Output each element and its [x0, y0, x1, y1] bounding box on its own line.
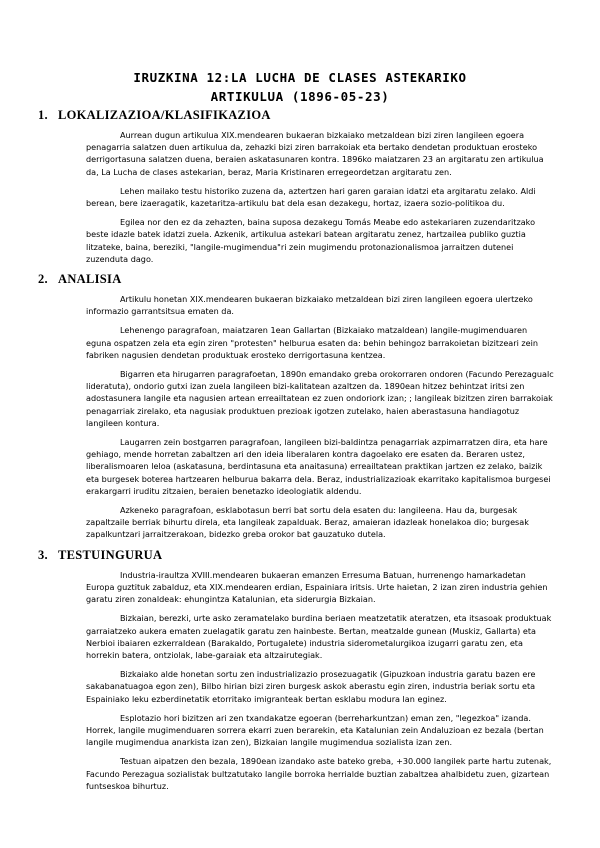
paragraph: Artikulu honetan XIX.mendearen bukaeran bizkaiako metzaldean bizi ziren langileen egoera ulertzeko informazio garrantsitsua ematen da. [86, 294, 533, 317]
section-analysis [38, 272, 562, 541]
section-title: TESTUINGURUA [58, 547, 163, 562]
section-localization [38, 108, 562, 265]
paragraph: Aurrean dugun artikulua XIX.mendearen bukaeran bizkaiako metzaldean bizi ziren langileen egoera penagarria salatzen duen artikulua da, zehazki bizi ziren barrakoiak eta bertako dendetan produktuan erosteko derrigortasuna salatzen duena, beraien askatasunaren kontra. 1896ko maiatzaren 23 an argitaratu zen artikulua da, La Lucha de clases astekarian, beraz, Maria Kristinaren erregeordetzan argitaratu zen. [86, 130, 544, 177]
paragraph: Laugarren zein bostgarren paragrafoan, langileen bizi-baldintza penagarriak azpimarratzen dira, eta hare gehiago, mende horretan zabaltzen ari den ideia liberalaren kontra dagoelako ere esaten da. Beraren ustez, liberalismoaren leloa (askatasuna, berdintasuna eta anaitasuna) erreailtatean praktikan jartzen ez zelako, baizik eta burgesek boterea hartzearen helburua bakarra dela. Beraz, industrializazioak ekarritako kapitalismoa burgesei erakargarri iruditu zitzaien, beraien benetazko ideologiatik aldendu. [86, 437, 551, 496]
paragraph: Esplotazio hori bizitzen ari zen txandakatze egoeran (berreharkuntzan) eman zen, "legezkoa" izanda. Horrek, langile mugimenduaren sorrera ekarri zuen berarekin, eta Katalunian zein Andaluzioan ez bezala (bertan langile mugimendua anarkista izan zen), Bizkaian langile mugimendua sozialista izan zen. [86, 712, 544, 748]
section-heading [38, 272, 562, 287]
paragraph: Bigarren eta hirugarren paragrafoetan, 1890n emandako greba orokorraren ondoren (Facundo Perezagualc lideratuta), ondorio gutxi izan zuela langileen bizi-kalitatean azaltzen da. 1890ean hitzez behintzat iritsi zen adostasunera langile eta nagusien artean erreailtatean ez zuen ondoriork izan; ; langileak bizitzen ziren barrakoiak penagarriak zirelako, eta nagusiak produktuen prezioak igotzen zutelako, haien aberastasuna handiagotuz langileen kontura. [86, 369, 554, 428]
paragraph: Lehen mailako testu historiko zuzena da, aztertzen hari garen garaian idatzi eta argitaratu zelako. Aldi berean, bere izaeragatik, kazetaritza-artikulu bat dela esan dezakegu, hortaz, izaera sozio-politikoa du. [86, 185, 536, 209]
paragraph: Azkeneko paragrafoan, esklabotasun berri bat sortu dela esaten du: langileena. Hau da, burgesak zapaltzaile berriak bihurtu direla, eta langileak zapalduak. Beraz, amaieran idazleak honelakoa dio; burgesak zapalkuntzari jarraitzerakoan, bidezko greba orokor bat gauzatuko dutela. [86, 505, 529, 540]
paragraph: Bizkaiako alde honetan sortu zen industrializazio prosezuagatik (Gipuzkoan industria garatu bazen ere sakabanatuagoa egon zen), Bilbo hirian bizi ziren burgesk askok aberastu egin ziren, industria beriak sortu eta Espainiako leku ezberdinetatik etorritako imigranteak bertan esklabu modura lan eginez. [86, 669, 536, 704]
paragraph: Egilea nor den ez da zehazten, baina suposa dezakegu Tomás Meabe edo astekariaren zuzendaritzako beste idazle batek idatzi zuela. Azkenik, artikulua astekari batean argitaratu zenez, hartzailea publiko guztia litzateke, baina, bereziki, "langile-mugimendua"ri zein mugimendu protonazionalismoa jarraitzen dutenei zuzenduta dago. [86, 217, 536, 264]
paragraph: Industria-iraultza XVIII.mendearen bukaeran emanzen Erresuma Batuan, hurrenengo hamarkadetan Europa guztituk zabalduz, eta XIX.mendearen erdian, Espainiara iritsis. Urte haietan, 2 izan ziren industria gehien garatu ziren zonaldeak: ehungintza Katalunian, eta siderurgia Bizkaian. [86, 569, 548, 605]
paragraph: Bizkaian, berezki, urte asko zeramatelako burdina beriaen meatzetatik ateratzen, eta itsasoak produktuak garraiatzeko aukera ematen zuelagatik garatu zen hainbeste. Bertan, meatzalde gunean (Muskiz, Gallarta) eta Nerbioi ibaiaren ezkerraldean (Barakaldo, Portugalete) industria siderometalurgikoa izugarri garatu zen, eta horrekin batera, ontziolak, labe-garaiak eta altzairutegiak. [86, 613, 552, 660]
paragraph: Testuan aipatzen den bezala, 1890ean izandako aste bateko greba, +30.000 langilek parte hartu zutenak, Facundo Perezagua sozialistak bultzatutako langile borroka herrialde buztian zabaltzea ahalbidetu zuen, gizartean funtseskoa bihurtuz. [86, 756, 552, 791]
section-number: 2. [38, 272, 48, 287]
title-line-2: ARTIKULUA (1896-05-23) [210, 89, 390, 104]
title-line-1: IRUZKINA 12:LA LUCHA DE CLASES ASTEKARIKO [133, 70, 467, 85]
section-number: 3. [38, 547, 48, 562]
section-title: ANALISIA [58, 272, 122, 287]
section-heading [38, 548, 562, 563]
document-title [38, 68, 562, 106]
section-context [38, 548, 562, 792]
section-number: 1. [38, 108, 48, 122]
paragraph: Lehenengo paragrafoan, maiatzaren 1ean Gallartan (Bizkaiako matzaldean) langile-mugimenduaren eguna ospatzen zela eta egin ziren "protesten" helburua esaten da: behin behingoz barrakoietan bizitzeari zein fabriken nagusien dendetan produktuak erosteko derrigortasuna kentzea. [86, 325, 539, 360]
section-title: LOKALIZAZIOA/KLASIFIKAZIOA [58, 108, 271, 122]
section-heading [38, 108, 562, 123]
